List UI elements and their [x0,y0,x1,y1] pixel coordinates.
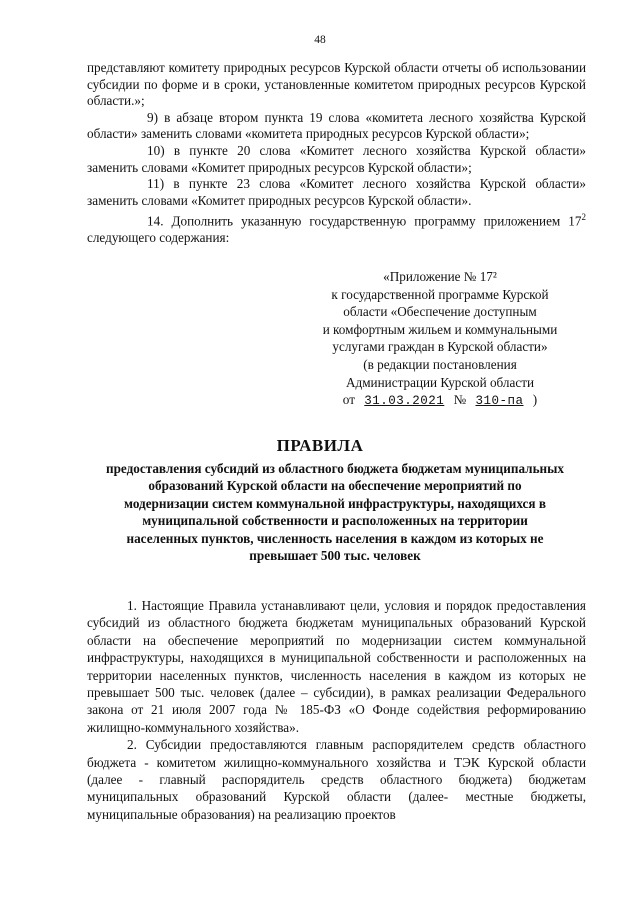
appendix-line: Администрации Курской области [345,374,535,390]
appendix-line: «Приложение № 17² [383,269,497,284]
rules-paragraph: 2. Субсидии предоставляются главным распорядителем средств областного бюджета - комитетом жилищно-коммунального хозяйства и ТЭК Курской области (далее - главный распорядитель средств областного бюджета) бюджетам муниципальных образований Курской области (далее- местные бюджеты, муниципальные образования) на реализацию проектов [87,737,586,822]
closing-bracket: ) [532,392,538,408]
amendment-text: следующего содержания: [87,230,230,246]
date-value: 31.03.2021 [364,394,445,409]
appendix-line: и комфортным жильем и коммунальными [322,321,558,337]
appendix-header [300,268,580,411]
appendix-date-line [300,391,580,411]
rules-subtitle: предоставления субсидий из областного бюджета бюджетам муниципальных образований Курской области на обеспечение мероприятий по модернизации систем коммунальной инфраструктуры, находящихся в муниципальной собственности и расположенных на территории населенных пунктов, численность населения в каждом из которых не превышает 500 тыс. человек [105,461,565,564]
rules-title: ПРАВИЛА [276,436,364,455]
appendix-line: (в редакции постановления [363,356,517,372]
amendment-text: 14. Дополнить указанную государственную программу приложением 17 [147,213,582,229]
appendix-line: к государственной программе Курской [331,286,549,302]
appendix-line: услугами граждан в Курской области» [332,339,548,355]
appendix-line: области «Обеспечение доступным [343,304,537,320]
amendment-paragraph: 10) в пункте 20 слова «Комитет лесного хозяйства Курской области» заменить словами «Комитет природных ресурсов Курской области»; [87,142,586,175]
number-value: 310-па [475,394,524,409]
amendment-paragraph: 9) в абзаце втором пункта 19 слова «комитета лесного хозяйства Курской области» заменить словами «комитета природных ресурсов Курской области»; [87,109,586,142]
amendment-paragraph [87,209,586,247]
rules-body [87,597,586,823]
date-prefix: от [342,392,355,408]
amendments-section [87,60,586,247]
superscript: 2 [581,212,586,223]
amendment-paragraph: представляют комитету природных ресурсов Курской области отчеты об использовании субсидии по форме и в сроки, установленные комитетом природных ресурсов Курской области.»; [87,60,586,109]
page-number: 48 [314,34,326,46]
amendment-paragraph: 11) в пункте 23 слова «Комитет лесного хозяйства Курской области» заменить словами «Комитет природных ресурсов Курской области». [87,176,586,208]
number-prefix: № [453,392,467,408]
rules-paragraph: 1. Настоящие Правила устанавливают цели, условия и порядок предоставления субсидий из областного бюджета бюджетам муниципальных образований Курской области на обеспечение мероприятий по модернизации систем коммунальной инфраструктуры, находящихся в муниципальной собственности и расположенных на территории населенных пунктов, численность населения в каждом из которых не превышает 500 тыс. человек (далее – субсидии), в рамках реализации Федерального закона от 21 июля 2007 года № 185-ФЗ «О Фонде содействия реформированию жилищно-коммунального хозяйства». [87,598,586,735]
